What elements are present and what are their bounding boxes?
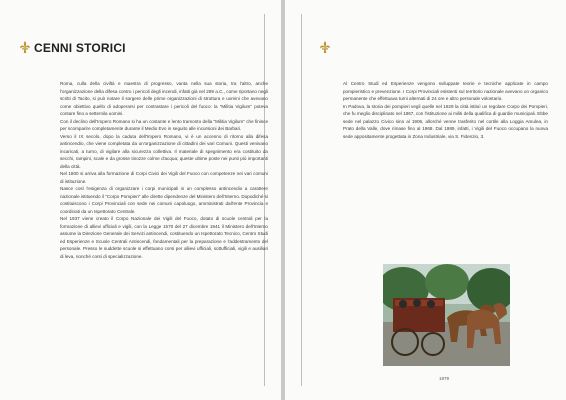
photo-caption: 1979 bbox=[439, 376, 450, 381]
left-body-text bbox=[60, 80, 268, 260]
right-body-text bbox=[343, 80, 548, 140]
fire-carriage-photo bbox=[383, 264, 510, 366]
paragraph: In Padova, la storia dei pompieri vegli quelle nel 1829 la città istituì un regolare Corpo dei Pompieri, che fu meglio disciplinato nel 1867, con l'istituzione ai militi della qualifica di guardie municipali. Ebbe sede nel palazzo Civico sino al 1906, allorché venne trasferito nel cortile alla Loggia Amulea, in Prato della Valle, dove rimase fino al 1968. Dal 1989, infatti, i Vigili del Fuoco occupano la nuova sede appositamente progettata in Zona Industriale, via S. Fidenzio, 3. bbox=[343, 103, 548, 139]
paragraph: Nel 1937 viene creato il Corpo Nazionale dei Vigili del Fuoco, dotato di scuole centrali per la formazione di allievi ufficiali e vigili, con la Legge 1570 del 27 dicembre 1941 il Ministero dell'Interno assume la Direzione Generale dei Servizi antincendi, costituendo un Ispettorato Tecnico, Centro Studi ed Esperienze e Scuole Centrali Antincendi, fondamentali per la preparazione e l'addestramento del personale. Presso le suddette scuole si effettuano corsi per allievi ufficiali, sottufficiali, vigili e ausiliari di leva, nonché corsi di specializzazione. bbox=[60, 216, 268, 259]
fleur-de-lis-icon bbox=[18, 40, 32, 54]
left-page bbox=[0, 0, 281, 400]
right-page-divider bbox=[301, 14, 302, 386]
paragraph: Verso il IX secolo, dopo la caduta dell'Impero Romano, vi è un accenno di ritorno alla difesa antincendio, che viene completata da un'organizzazione di cittadini dei vari Comuni. Questi venivano incaricati, a turno, di vigilare alla sicurezza collettiva. Il materiale di spegnimento era costituito da secchi, rampini, scale e da grosse tinozze colme d'acqua; queste ultime poste nei punti più importanti della città. bbox=[60, 133, 268, 169]
paragraph: Con il declino dell'Impero Romano si ha un costante e lento tramonto della "Militia Vigilum" che finisce per scomparire completamente durante il Medio Evo in seguito alle incursioni dei Barbari. bbox=[60, 118, 268, 131]
paragraph: Nasce così l'esigenza di organizzare i corpi municipali in un complesso antincendio a carattere nazionale istituendo il "Corpo Pompieri" alle dirette dipendenze del Ministero dell'Interno. Dopodiché si costituiscono i Corpi Provinciali con sede nei comuni capoluogo, amministrati dall'ente Provincia e coordinati da un Ispettorato Centrale. bbox=[60, 186, 268, 214]
paragraph: Al Centro Studi ed Esperienze vengono sviluppate teorie e tecniche applicate in campo pompieristico e prevenzione. I Corpi Provinciali esistenti sul territorio nazionale avevano un organico permanente che effettuava turni alternati di 24 ore e altro personale volontario. bbox=[343, 81, 548, 101]
fleur-de-lis-icon bbox=[318, 40, 332, 54]
paragraph: Roma, culla della civiltà e maestra di progresso, vanta nella sua storia, tra l'altro, anche l'organizzazione della difesa contro i pericoli degli incendi, infatti già nel 289 a.C., come riportano negli scritti di Tacito, si può notare il sorgere delle prime organizzazioni di struttura e uomini che avevano come obiettivo quello di adoperarsi per contrastare i pericoli del fuoco: la "Militia Vigilum" poteva contare fino a settemila uomini. bbox=[60, 81, 268, 116]
paragraph: Nel 1800 si arriva alla formazione di Corpi Civici dei Vigili del Fuoco con competenze nei vari comuni di istituzione. bbox=[60, 171, 268, 184]
page-title: CENNI STORICI bbox=[34, 41, 126, 55]
